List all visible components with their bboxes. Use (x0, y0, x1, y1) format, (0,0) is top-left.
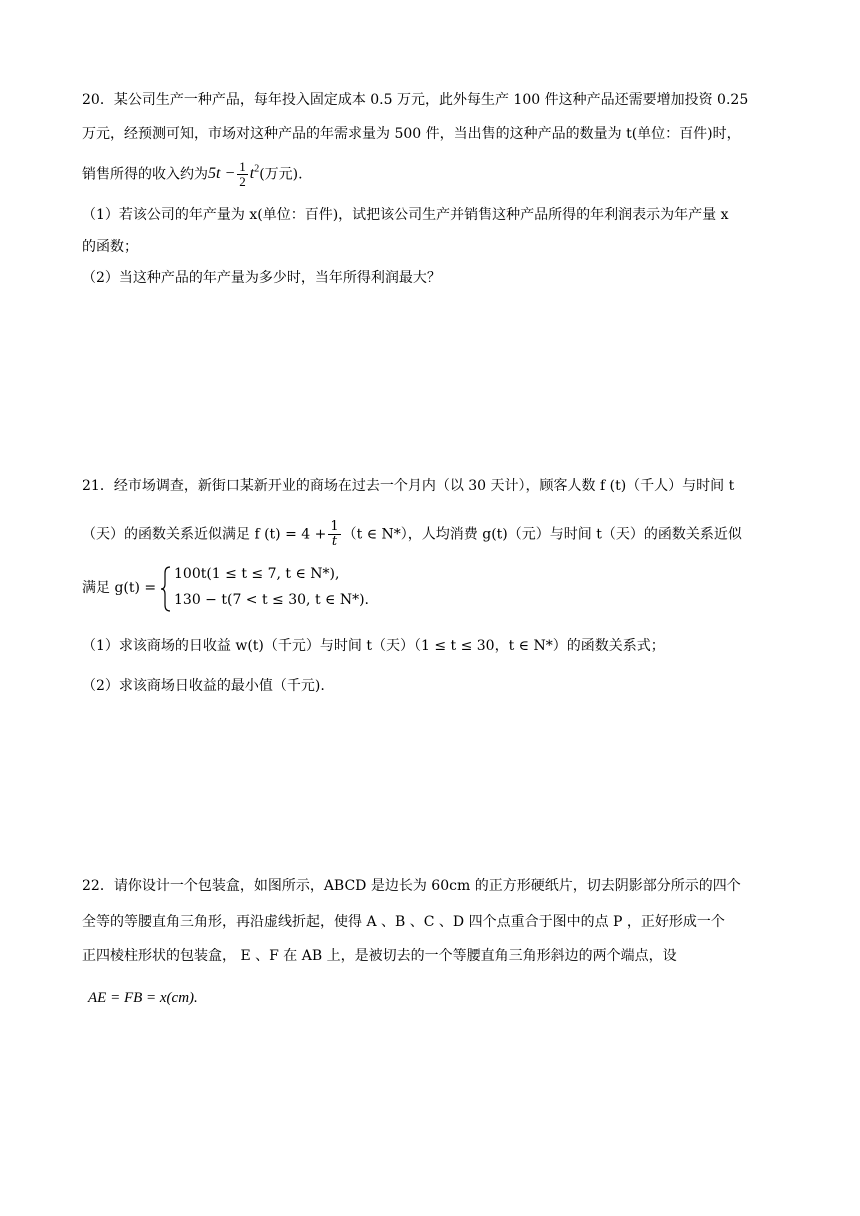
problem-22-line-2: 全等的等腰直角三角形，再沿虚线折起，使得 A 、B 、C 、D 四个点重合于图中的点 P ，正好形成一个 (82, 914, 725, 930)
problem-20-line-3-prefix: 销售所得的收入约为 (82, 166, 208, 183)
piecewise-label: 满足 g(t) = (82, 580, 157, 596)
problem-20-line-2: 万元，经预测可知，市场对这种产品的年需求量为 500 件，当出售的这种产品的数量为 t(单位：百件)时， (82, 126, 741, 142)
piecewise-case-2: 130 − t(7 < t ≤ 30, t ∈ N*). (174, 592, 370, 608)
problem-22-line-1: 22．请你设计一个包装盒，如图所示，ABCD 是边长为 60cm 的正方形硬纸片，切去阴影部分所示的四个 (82, 878, 741, 894)
revenue-fraction (237, 160, 248, 189)
piecewise-case-1: 100t(1 ≤ t ≤ 7, t ∈ N*), (174, 566, 340, 582)
left-brace-icon (160, 566, 172, 612)
visitor-fraction-den: t (331, 534, 338, 549)
problem-21-line-2-b: （t ∈ N*），人均消费 g(t)（元）与时间 t（天）的函数关系近似 (342, 526, 742, 543)
problem-21-line-1: 21．经市场调查，新街口某新开业的商场在过去一个月内（以 30 天计），顾客人数 f (t)（千人）与时间 t (82, 478, 735, 494)
visitor-fraction (328, 520, 340, 549)
problem-21-line-2-a: （天）的函数关系近似满足 f (t) = 4 + (82, 526, 327, 543)
problem-20-line-1: 20．某公司生产一种产品，每年投入固定成本 0.5 万元，此外每生产 100 件这种产品还需要增加投资 0.25 (82, 92, 749, 108)
problem-21-line-2 (82, 520, 782, 549)
visitor-fraction-num: 1 (330, 519, 339, 534)
revenue-formula-a: 5t − (208, 165, 236, 183)
problem-20-line-3-suffix: (万元). (259, 166, 303, 183)
revenue-fraction-num: 1 (239, 159, 246, 175)
problem-20-line-3 (82, 160, 782, 189)
problem-22-line-4: AE = FB = x(cm). (88, 990, 198, 1006)
revenue-formula (208, 159, 260, 190)
problem-21-q2: （2）求该商场日收益的最小值（千元). (82, 678, 325, 694)
problem-20-q1-line-2: 的函数； (82, 239, 138, 255)
problem-20-q1-line-1: （1）若该公司的年产量为 x(单位：百件)，试把该公司生产并销售这种产品所得的年利润表示为年产量 x (82, 207, 729, 223)
revenue-formula-b: t (249, 165, 255, 183)
problem-21-q1: （1）求该商场的日收益 w(t)（千元）与时间 t（天）（1 ≤ t ≤ 30，t ∈ N*）的函数关系式； (82, 638, 665, 654)
problem-22-line-3: 正四棱柱形状的包装盒， E 、F 在 AB 上，是被切去的一个等腰直角三角形斜边的两个端点，设 (82, 948, 677, 964)
revenue-fraction-den: 2 (239, 174, 246, 190)
problem-20-q2: （2）当这种产品的年产量为多少时，当年所得利润最大？ (82, 270, 441, 286)
revenue-formula-exp: 2 (254, 164, 260, 175)
